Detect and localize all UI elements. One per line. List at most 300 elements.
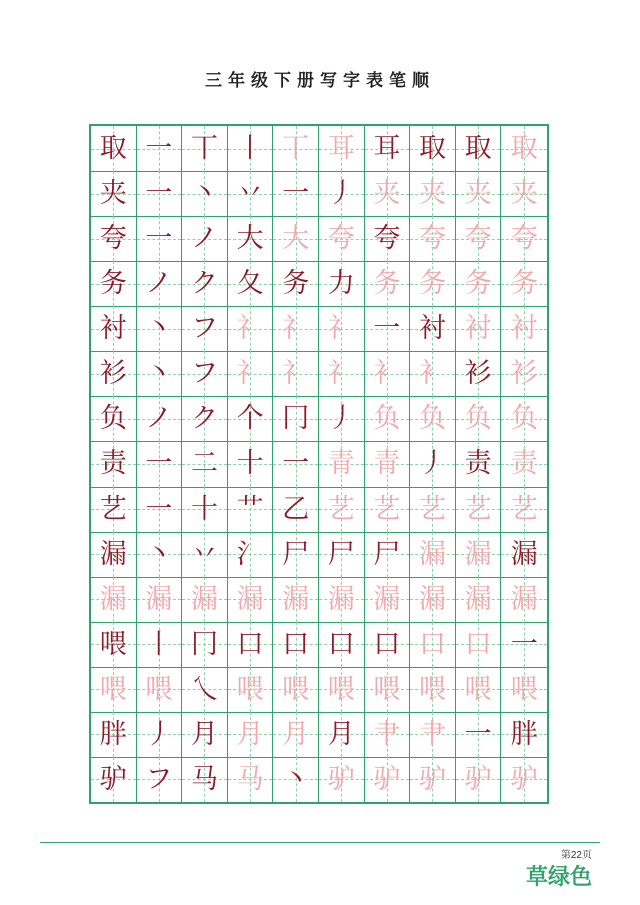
stroke-step-cell xyxy=(365,622,411,667)
stroke-step-cell xyxy=(365,351,411,396)
stroke-step-cell xyxy=(137,487,183,532)
stroke-step-cell xyxy=(182,757,228,802)
grid-row xyxy=(91,171,547,217)
character-glyph: 艺 xyxy=(510,493,538,525)
character-glyph: 喂 xyxy=(510,673,538,705)
stroke-step-cell xyxy=(456,126,502,171)
character-glyph: 漏 xyxy=(418,538,446,570)
stroke-step-cell xyxy=(410,171,456,216)
character-glyph: 一 xyxy=(282,448,310,480)
character-glyph: 漏 xyxy=(327,583,355,615)
character-glyph: 务 xyxy=(464,268,492,300)
stroke-step-cell xyxy=(319,306,365,351)
stroke-step-cell xyxy=(410,351,456,396)
lead-character-cell xyxy=(91,487,137,532)
stroke-step-cell xyxy=(182,216,228,261)
stroke-step-cell xyxy=(228,351,274,396)
character-glyph: 夂 xyxy=(236,268,264,300)
character-glyph: 负 xyxy=(418,403,446,435)
stroke-step-cell xyxy=(182,396,228,441)
stroke-step-cell xyxy=(365,577,411,622)
stroke-step-cell xyxy=(182,351,228,396)
character-glyph: 漏 xyxy=(282,583,310,615)
character-glyph: 礻 xyxy=(236,313,264,345)
stroke-step-cell xyxy=(501,351,547,396)
character-glyph: 口 xyxy=(373,628,401,660)
character-glyph: 喂 xyxy=(373,673,401,705)
character-glyph: 负 xyxy=(464,403,492,435)
character-glyph: 喂 xyxy=(327,673,355,705)
character-glyph: 乀 xyxy=(190,673,218,705)
character-glyph: 喂 xyxy=(464,673,492,705)
character-glyph: 艺 xyxy=(327,493,355,525)
stroke-step-cell xyxy=(410,441,456,486)
stroke-step-cell xyxy=(456,351,502,396)
stroke-step-cell xyxy=(273,171,319,216)
stroke-step-cell xyxy=(410,216,456,261)
stroke-step-cell xyxy=(182,577,228,622)
character-glyph: 取 xyxy=(510,133,538,165)
character-glyph: 礻 xyxy=(327,358,355,390)
stroke-step-cell xyxy=(319,441,365,486)
lead-character-cell xyxy=(91,622,137,667)
character-glyph: 青 xyxy=(327,448,355,480)
character-glyph: 喂 xyxy=(418,673,446,705)
grid-row xyxy=(91,306,547,352)
stroke-step-cell xyxy=(273,622,319,667)
character-glyph: 二 xyxy=(190,448,218,480)
stroke-step-cell xyxy=(501,712,547,757)
character-glyph: 一 xyxy=(373,313,401,345)
stroke-step-cell xyxy=(137,577,183,622)
stroke-step-cell xyxy=(456,667,502,712)
character-glyph: 艺 xyxy=(99,493,127,525)
character-glyph: 大 xyxy=(236,223,264,255)
stroke-step-cell xyxy=(410,126,456,171)
character-glyph: 漏 xyxy=(510,538,538,570)
character-glyph: 夸 xyxy=(418,223,446,255)
grid-row xyxy=(91,712,547,758)
character-glyph: 艺 xyxy=(373,493,401,525)
character-glyph: 务 xyxy=(418,268,446,300)
page-title: 三年级下册写字表笔顺 xyxy=(205,71,435,91)
character-glyph: ノ xyxy=(145,403,173,435)
stroke-step-cell xyxy=(501,261,547,306)
stroke-step-cell xyxy=(410,712,456,757)
stroke-step-cell xyxy=(319,757,365,802)
character-glyph: 丿 xyxy=(145,718,173,750)
stroke-step-cell xyxy=(228,712,274,757)
stroke-step-cell xyxy=(137,757,183,802)
character-glyph: ク xyxy=(190,403,218,435)
character-glyph: 丶 xyxy=(282,763,310,795)
lead-character-cell xyxy=(91,667,137,712)
stroke-step-cell xyxy=(137,667,183,712)
lead-character-cell xyxy=(91,532,137,577)
character-glyph: 夹 xyxy=(373,178,401,210)
character-glyph: 口 xyxy=(236,628,264,660)
stroke-step-cell xyxy=(456,712,502,757)
stroke-step-cell xyxy=(182,622,228,667)
stroke-step-cell xyxy=(410,261,456,306)
stroke-step-cell xyxy=(501,396,547,441)
character-glyph: 丶 xyxy=(190,178,218,210)
stroke-step-cell xyxy=(273,441,319,486)
stroke-step-cell xyxy=(319,712,365,757)
stroke-step-cell xyxy=(228,487,274,532)
character-glyph: 丨 xyxy=(145,628,173,660)
stroke-step-cell xyxy=(137,216,183,261)
stroke-step-cell xyxy=(319,261,365,306)
stroke-step-cell xyxy=(501,487,547,532)
stroke-step-cell xyxy=(273,712,319,757)
character-glyph: 驴 xyxy=(510,763,538,795)
character-glyph: 喂 xyxy=(99,628,127,660)
character-glyph: 漏 xyxy=(418,583,446,615)
character-glyph: 夹 xyxy=(418,178,446,210)
character-glyph: 衬 xyxy=(99,313,127,345)
stroke-step-cell xyxy=(137,712,183,757)
character-glyph: 务 xyxy=(99,268,127,300)
character-glyph: 胖 xyxy=(99,718,127,750)
lead-character-cell xyxy=(91,577,137,622)
lead-character-cell xyxy=(91,757,137,802)
stroke-step-cell xyxy=(501,171,547,216)
character-glyph: 喂 xyxy=(282,673,310,705)
character-glyph: 夸 xyxy=(464,223,492,255)
character-glyph: 务 xyxy=(373,268,401,300)
character-glyph: 取 xyxy=(418,133,446,165)
character-glyph: 肀 xyxy=(373,718,401,750)
character-glyph: 一 xyxy=(145,448,173,480)
character-glyph: 礻 xyxy=(327,313,355,345)
character-glyph: 衬 xyxy=(510,313,538,345)
character-glyph: 礻 xyxy=(236,358,264,390)
stroke-step-cell xyxy=(365,126,411,171)
character-glyph: 责 xyxy=(464,448,492,480)
character-glyph: フ xyxy=(190,313,218,345)
footer-divider xyxy=(40,842,600,843)
stroke-step-cell xyxy=(319,577,365,622)
stroke-step-cell xyxy=(319,532,365,577)
stroke-step-cell xyxy=(365,216,411,261)
character-glyph: 一 xyxy=(510,628,538,660)
character-glyph: 十 xyxy=(190,493,218,525)
stroke-step-cell xyxy=(228,261,274,306)
stroke-step-cell xyxy=(182,171,228,216)
character-glyph: 责 xyxy=(510,448,538,480)
character-glyph: 漏 xyxy=(145,583,173,615)
character-glyph: 丿 xyxy=(418,448,446,480)
character-glyph: 喂 xyxy=(145,673,173,705)
grid-row xyxy=(91,441,547,487)
character-glyph: 漏 xyxy=(373,583,401,615)
character-glyph: 夸 xyxy=(510,223,538,255)
page-number: 第22页 xyxy=(560,850,592,861)
character-glyph: 礻 xyxy=(282,358,310,390)
character-glyph: 肀 xyxy=(418,718,446,750)
character-glyph: 口 xyxy=(327,628,355,660)
grid-row xyxy=(91,667,547,713)
character-glyph: 漏 xyxy=(99,583,127,615)
grid-row xyxy=(91,487,547,533)
character-glyph: 喂 xyxy=(99,673,127,705)
character-glyph: 一 xyxy=(145,223,173,255)
stroke-step-cell xyxy=(501,667,547,712)
stroke-step-cell xyxy=(137,532,183,577)
stroke-step-cell xyxy=(137,126,183,171)
character-glyph: 漏 xyxy=(236,583,264,615)
stroke-step-cell xyxy=(365,171,411,216)
stroke-step-cell xyxy=(137,351,183,396)
lead-character-cell xyxy=(91,261,137,306)
character-glyph: 丅 xyxy=(282,133,310,165)
character-glyph: 尸 xyxy=(282,538,310,570)
character-glyph: 丷 xyxy=(236,178,264,210)
character-glyph: 艺 xyxy=(464,493,492,525)
stroke-step-cell xyxy=(501,216,547,261)
grid-row xyxy=(91,396,547,442)
stroke-step-cell xyxy=(273,306,319,351)
stroke-step-cell xyxy=(228,577,274,622)
stroke-step-cell xyxy=(410,396,456,441)
character-glyph: 个 xyxy=(236,403,264,435)
stroke-step-cell xyxy=(273,532,319,577)
character-glyph: 漏 xyxy=(99,538,127,570)
character-glyph: 青 xyxy=(373,448,401,480)
grid-row xyxy=(91,351,547,397)
grid-row xyxy=(91,261,547,307)
character-glyph: 夹 xyxy=(99,178,127,210)
stroke-step-cell xyxy=(410,757,456,802)
stroke-step-cell xyxy=(273,261,319,306)
stroke-step-cell xyxy=(228,126,274,171)
stroke-step-cell xyxy=(365,757,411,802)
stroke-step-cell xyxy=(501,306,547,351)
character-glyph: 耳 xyxy=(327,133,355,165)
stroke-step-cell xyxy=(410,622,456,667)
stroke-step-cell xyxy=(273,487,319,532)
stroke-step-cell xyxy=(273,126,319,171)
stroke-step-cell xyxy=(137,171,183,216)
character-glyph: 丷 xyxy=(190,538,218,570)
stroke-step-cell xyxy=(273,351,319,396)
character-glyph: 衤 xyxy=(418,358,446,390)
character-glyph: 丶 xyxy=(145,313,173,345)
character-glyph: フ xyxy=(145,763,173,795)
character-glyph: 负 xyxy=(510,403,538,435)
character-glyph: 夹 xyxy=(464,178,492,210)
character-glyph: 衫 xyxy=(510,358,538,390)
character-glyph: 氵 xyxy=(236,538,264,570)
stroke-step-cell xyxy=(456,171,502,216)
stroke-step-cell xyxy=(137,396,183,441)
stroke-step-cell xyxy=(319,351,365,396)
grid-row xyxy=(91,622,547,668)
stroke-step-cell xyxy=(182,667,228,712)
stroke-step-cell xyxy=(273,396,319,441)
stroke-step-cell xyxy=(410,306,456,351)
stroke-step-cell xyxy=(182,441,228,486)
character-glyph: 丶 xyxy=(145,358,173,390)
lead-character-cell xyxy=(91,216,137,261)
stroke-step-cell xyxy=(501,441,547,486)
character-glyph: 一 xyxy=(282,178,310,210)
character-glyph: 口 xyxy=(282,628,310,660)
stroke-step-cell xyxy=(410,532,456,577)
character-glyph: 一 xyxy=(464,718,492,750)
stroke-order-grid xyxy=(89,124,549,804)
character-glyph: フ xyxy=(190,358,218,390)
character-glyph: 耳 xyxy=(373,133,401,165)
lead-character-cell xyxy=(91,171,137,216)
character-glyph: 夸 xyxy=(327,223,355,255)
character-glyph: 漏 xyxy=(464,583,492,615)
character-glyph: 夸 xyxy=(99,223,127,255)
stroke-step-cell xyxy=(182,261,228,306)
character-glyph: 漏 xyxy=(190,583,218,615)
stroke-step-cell xyxy=(456,532,502,577)
stroke-step-cell xyxy=(456,216,502,261)
stroke-step-cell xyxy=(410,667,456,712)
stroke-step-cell xyxy=(182,306,228,351)
character-glyph: 一 xyxy=(145,493,173,525)
stroke-step-cell xyxy=(319,126,365,171)
character-glyph: 乙 xyxy=(282,493,310,525)
lead-character-cell xyxy=(91,712,137,757)
stroke-step-cell xyxy=(182,712,228,757)
grid-row xyxy=(91,126,547,172)
character-glyph: 月 xyxy=(282,718,310,750)
stroke-step-cell xyxy=(273,216,319,261)
character-glyph: 驴 xyxy=(418,763,446,795)
stroke-step-cell xyxy=(273,667,319,712)
character-glyph: 力 xyxy=(327,268,355,300)
character-glyph: 驴 xyxy=(327,763,355,795)
character-glyph: 负 xyxy=(373,403,401,435)
character-glyph: 责 xyxy=(99,448,127,480)
character-glyph: 喂 xyxy=(236,673,264,705)
stroke-step-cell xyxy=(319,487,365,532)
stroke-step-cell xyxy=(501,622,547,667)
grid-row xyxy=(91,216,547,262)
character-glyph: 丅 xyxy=(190,133,218,165)
character-glyph: 驴 xyxy=(373,763,401,795)
lead-character-cell xyxy=(91,396,137,441)
character-glyph: 冂 xyxy=(190,628,218,660)
stroke-step-cell xyxy=(319,622,365,667)
character-glyph: 夹 xyxy=(510,178,538,210)
character-glyph: 马 xyxy=(190,763,218,795)
character-glyph: 取 xyxy=(99,133,127,165)
stroke-step-cell xyxy=(456,487,502,532)
character-glyph: 马 xyxy=(236,763,264,795)
grid-row xyxy=(91,577,547,623)
stroke-step-cell xyxy=(319,216,365,261)
character-glyph: 一 xyxy=(145,133,173,165)
character-glyph: ノ xyxy=(190,223,218,255)
character-glyph: 丿 xyxy=(327,403,355,435)
stroke-step-cell xyxy=(365,667,411,712)
stroke-step-cell xyxy=(456,622,502,667)
character-glyph: 口 xyxy=(418,628,446,660)
stroke-step-cell xyxy=(273,577,319,622)
character-glyph: 衫 xyxy=(99,358,127,390)
stroke-step-cell xyxy=(228,757,274,802)
character-glyph: 尸 xyxy=(373,538,401,570)
stroke-step-cell xyxy=(228,396,274,441)
character-glyph: 丨 xyxy=(236,133,264,165)
character-glyph: 漏 xyxy=(510,583,538,615)
stroke-step-cell xyxy=(501,757,547,802)
brand-watermark: 草绿色 xyxy=(525,865,592,890)
stroke-step-cell xyxy=(456,306,502,351)
grid-row xyxy=(91,757,547,802)
stroke-step-cell xyxy=(182,532,228,577)
character-glyph: 口 xyxy=(464,628,492,660)
character-glyph: 一 xyxy=(145,178,173,210)
stroke-step-cell xyxy=(501,577,547,622)
character-glyph: 礻 xyxy=(282,313,310,345)
stroke-step-cell xyxy=(365,261,411,306)
stroke-step-cell xyxy=(410,577,456,622)
stroke-step-cell xyxy=(182,487,228,532)
character-glyph: 冂 xyxy=(282,403,310,435)
stroke-step-cell xyxy=(365,532,411,577)
stroke-step-cell xyxy=(501,532,547,577)
stroke-step-cell xyxy=(182,126,228,171)
character-glyph: 衬 xyxy=(418,313,446,345)
lead-character-cell xyxy=(91,441,137,486)
stroke-step-cell xyxy=(137,306,183,351)
stroke-step-cell xyxy=(365,441,411,486)
grid-row xyxy=(91,532,547,578)
stroke-step-cell xyxy=(456,577,502,622)
lead-character-cell xyxy=(91,351,137,396)
stroke-step-cell xyxy=(137,441,183,486)
character-glyph: 务 xyxy=(282,268,310,300)
lead-character-cell xyxy=(91,306,137,351)
character-glyph: 胖 xyxy=(510,718,538,750)
character-glyph: 取 xyxy=(464,133,492,165)
stroke-step-cell xyxy=(228,667,274,712)
character-glyph: 驴 xyxy=(99,763,127,795)
stroke-step-cell xyxy=(456,441,502,486)
stroke-step-cell xyxy=(228,171,274,216)
character-glyph: 衬 xyxy=(464,313,492,345)
character-glyph: 丶 xyxy=(145,538,173,570)
character-glyph: 尸 xyxy=(327,538,355,570)
character-glyph: 衫 xyxy=(464,358,492,390)
stroke-step-cell xyxy=(410,487,456,532)
character-glyph: 艺 xyxy=(418,493,446,525)
stroke-step-cell xyxy=(365,306,411,351)
character-glyph: 月 xyxy=(236,718,264,750)
character-glyph: 艹 xyxy=(236,493,264,525)
character-glyph: ノ xyxy=(145,268,173,300)
character-glyph: 大 xyxy=(282,223,310,255)
stroke-step-cell xyxy=(228,306,274,351)
stroke-step-cell xyxy=(228,622,274,667)
stroke-step-cell xyxy=(456,757,502,802)
character-glyph: 丿 xyxy=(327,178,355,210)
stroke-step-cell xyxy=(228,532,274,577)
stroke-step-cell xyxy=(319,396,365,441)
stroke-step-cell xyxy=(319,171,365,216)
character-glyph: 漏 xyxy=(464,538,492,570)
character-glyph: 衤 xyxy=(373,358,401,390)
stroke-step-cell xyxy=(365,396,411,441)
